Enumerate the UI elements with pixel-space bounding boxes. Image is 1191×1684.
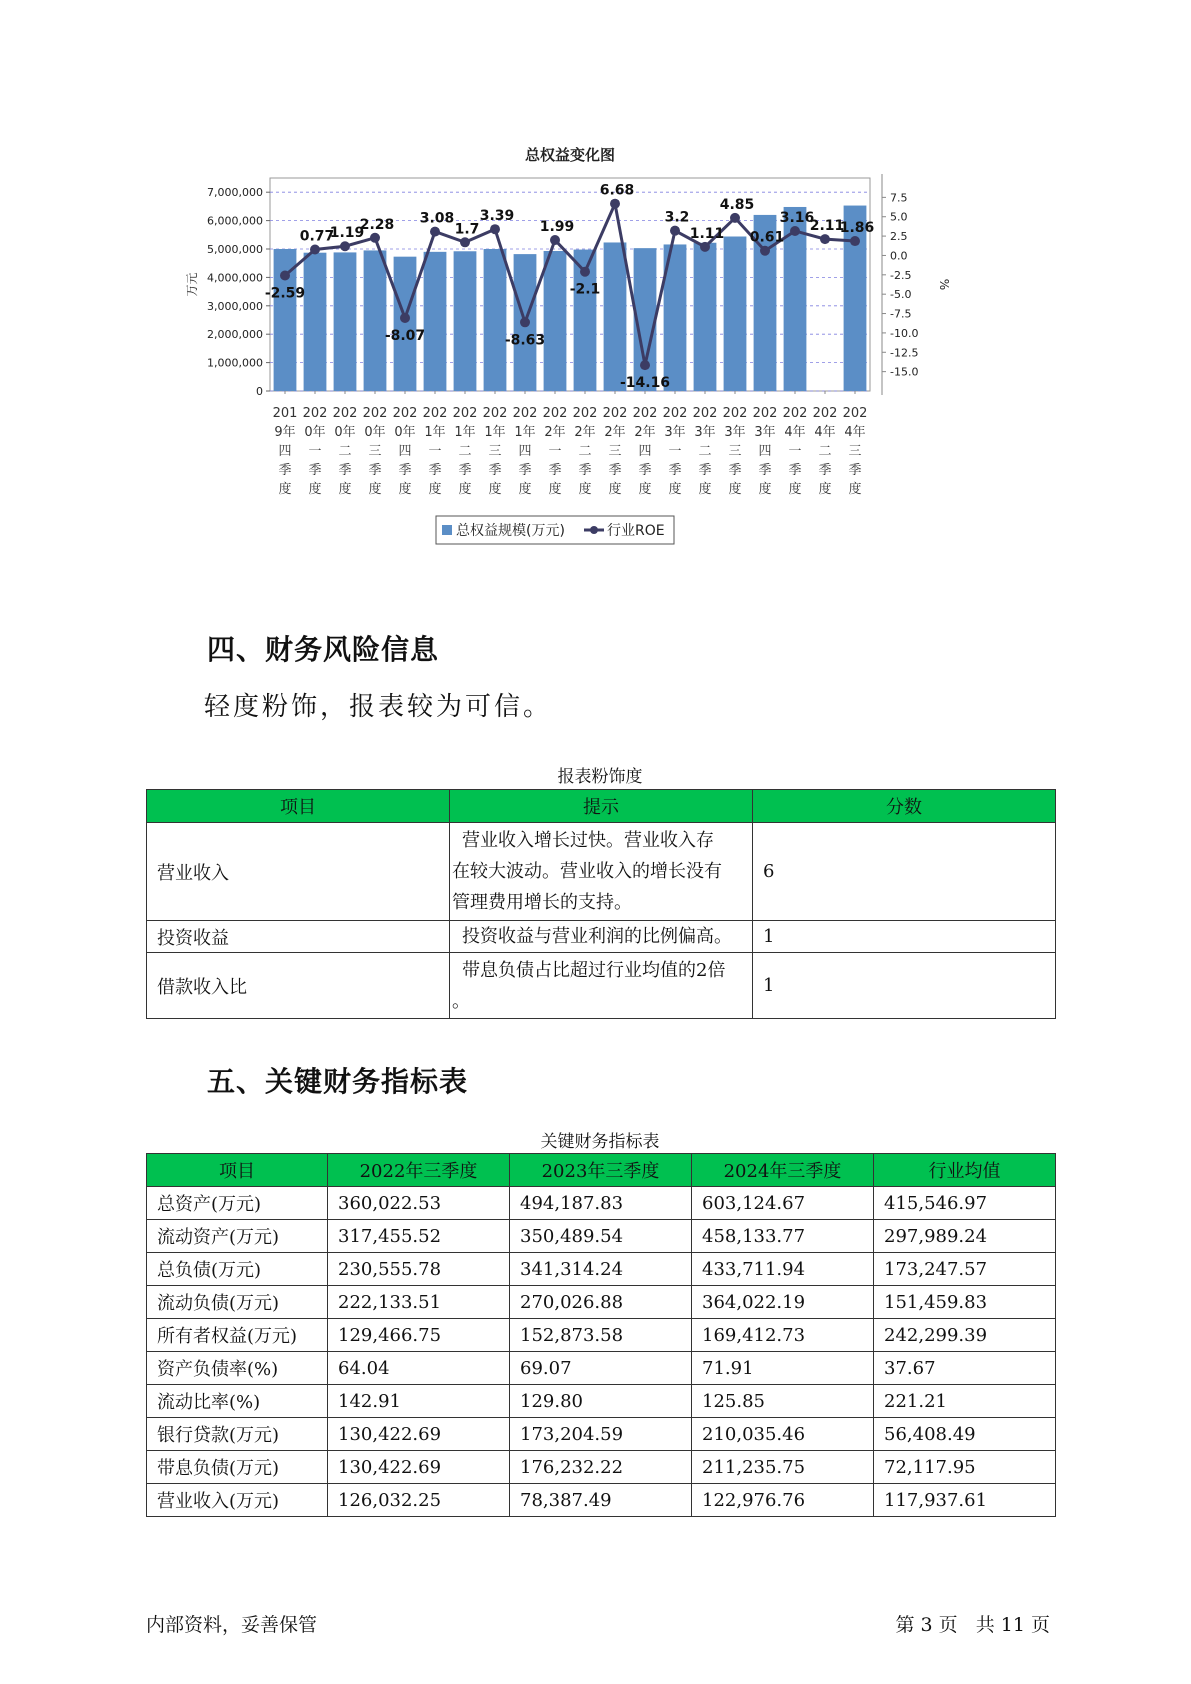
x-tick-label: 三 (368, 444, 382, 459)
right-tick-label: -7.5 (890, 307, 912, 321)
indicator-value: 129,466.75 (328, 1319, 510, 1352)
x-tick-label: 度 (458, 482, 472, 497)
table1-header-item: 项目 (147, 790, 450, 823)
roe-data-label: 3.08 (419, 210, 455, 227)
legend-bar-label: 总权益规模(万元) (456, 523, 565, 539)
table1-item: 借款收入比 (147, 953, 450, 1019)
indicator-name: 总负债(万元) (147, 1253, 328, 1286)
indicator-value: 151,459.83 (874, 1286, 1056, 1319)
x-tick-label: 2年 (634, 425, 656, 440)
indicator-value: 117,937.61 (874, 1484, 1056, 1517)
table-row (147, 953, 1056, 1019)
x-tick-label: 3年 (724, 425, 746, 440)
x-tick-label: 0年 (364, 425, 386, 440)
x-tick-label: 三 (608, 444, 622, 459)
roe-data-label: 1.7 (454, 221, 480, 238)
left-tick-label: 3,000,000 (207, 299, 263, 313)
indicator-value: 169,412.73 (692, 1319, 874, 1352)
roe-point (430, 227, 440, 237)
x-tick-label: 季 (458, 463, 472, 478)
indicator-value: 433,711.94 (692, 1253, 874, 1286)
indicator-value: 360,022.53 (328, 1187, 510, 1220)
roe-data-label: 1.19 (329, 225, 365, 242)
x-tick-label: 201 (272, 406, 298, 421)
x-tick-label: 2年 (574, 425, 596, 440)
hint-line: 在较大波动。营业收入的增长没有 (452, 861, 722, 882)
x-tick-label: 季 (428, 463, 442, 478)
bar (544, 251, 567, 391)
x-tick-label: 1年 (514, 425, 536, 440)
x-tick-label: 4年 (844, 425, 866, 440)
indicator-value: 129.80 (510, 1385, 692, 1418)
indicator-value: 142.91 (328, 1385, 510, 1418)
roe-point (580, 267, 590, 277)
indicator-value: 364,022.19 (692, 1286, 874, 1319)
x-tick-label: 0年 (334, 425, 356, 440)
x-tick-label: 4年 (784, 425, 806, 440)
x-tick-label: 202 (602, 406, 628, 421)
x-tick-label: 0年 (304, 425, 326, 440)
x-tick-label: 三 (848, 444, 862, 459)
indicator-value: 221.21 (874, 1385, 1056, 1418)
indicator-name: 带息负债(万元) (147, 1451, 328, 1484)
right-tick-label: 7.5 (890, 191, 908, 205)
roe-data-label: 3.16 (779, 209, 815, 226)
roe-point (760, 246, 770, 256)
indicator-name: 流动比率(%) (147, 1385, 328, 1418)
indicator-value: 122,976.76 (692, 1484, 874, 1517)
legend-line-marker (590, 526, 598, 534)
table-row (147, 1418, 1056, 1451)
chart-title: 总权益变化图 (524, 146, 616, 164)
x-tick-label: 202 (302, 406, 328, 421)
x-tick-label: 202 (722, 406, 748, 421)
x-tick-label: 三 (488, 444, 502, 459)
table-row (147, 1484, 1056, 1517)
roe-data-label: -14.16 (619, 375, 671, 392)
roe-point (280, 271, 290, 281)
bar (424, 252, 447, 391)
x-tick-label: 202 (662, 406, 688, 421)
indicator-name: 银行贷款(万元) (147, 1418, 328, 1451)
roe-point (790, 226, 800, 236)
indicator-name: 流动资产(万元) (147, 1220, 328, 1253)
x-tick-label: 四 (758, 444, 772, 459)
hint-line: 营业收入增长过快。营业收入存 (462, 830, 714, 851)
table2-header: 项目 (147, 1154, 328, 1187)
x-tick-label: 一 (788, 444, 802, 459)
x-tick-label: 季 (518, 463, 532, 478)
x-tick-label: 度 (728, 482, 742, 497)
left-tick-label: 6,000,000 (207, 214, 263, 228)
x-tick-label: 季 (698, 463, 712, 478)
roe-data-label: -2.59 (264, 285, 306, 302)
right-tick-label: 5.0 (890, 210, 908, 224)
indicator-value: 173,247.57 (874, 1253, 1056, 1286)
x-tick-label: 四 (278, 444, 292, 459)
indicator-value: 211,235.75 (692, 1451, 874, 1484)
left-axis-title: 万元 (185, 272, 199, 297)
x-tick-label: 一 (668, 444, 682, 459)
roe-point (490, 224, 500, 234)
x-tick-label: 季 (488, 463, 502, 478)
x-tick-label: 202 (572, 406, 598, 421)
hint-line: 管理费用增长的支持。 (452, 892, 632, 913)
x-tick-label: 202 (842, 406, 868, 421)
hint-line: 投资收益与营业利润的比例偏高。 (462, 926, 732, 947)
roe-point (520, 317, 530, 327)
x-tick-label: 202 (812, 406, 838, 421)
roe-point (340, 241, 350, 251)
hint-line: 带息负债占比超过行业均值的2倍 (462, 959, 726, 981)
x-tick-label: 季 (278, 463, 292, 478)
indicator-name: 营业收入(万元) (147, 1484, 328, 1517)
x-tick-label: 202 (542, 406, 568, 421)
indicator-value: 130,422.69 (328, 1418, 510, 1451)
x-tick-label: 1年 (454, 425, 476, 440)
roe-data-label: 1.11 (689, 225, 725, 242)
legend-line-label: 行业ROE (607, 523, 665, 539)
indicator-name: 流动负债(万元) (147, 1286, 328, 1319)
x-tick-label: 1年 (484, 425, 506, 440)
x-tick-label: 2年 (544, 425, 566, 440)
x-tick-label: 二 (338, 444, 352, 459)
x-tick-label: 度 (398, 482, 412, 497)
table-row (147, 1253, 1056, 1286)
roe-data-label: 0.77 (299, 228, 335, 245)
x-tick-label: 二 (578, 444, 592, 459)
section4-heading: 四、财务风险信息 (207, 633, 440, 666)
bar (334, 252, 357, 391)
indicator-value: 230,555.78 (328, 1253, 510, 1286)
equity-chart (180, 140, 1020, 600)
right-tick-label: -10.0 (890, 326, 919, 340)
indicator-value: 173,204.59 (510, 1418, 692, 1451)
x-tick-label: 季 (608, 463, 622, 478)
table-row (147, 1352, 1056, 1385)
x-tick-label: 9年 (274, 425, 296, 440)
table1-header-score: 分数 (753, 790, 1056, 823)
indicator-value: 458,133.77 (692, 1220, 874, 1253)
x-tick-label: 度 (338, 482, 352, 497)
x-tick-label: 季 (398, 463, 412, 478)
indicator-value: 210,035.46 (692, 1418, 874, 1451)
x-tick-label: 季 (368, 463, 382, 478)
page-number: 第 3 页 共 11 页 (895, 1614, 1050, 1636)
x-tick-label: 2年 (604, 425, 626, 440)
left-tick-label: 7,000,000 (207, 186, 263, 200)
roe-point (820, 234, 830, 244)
left-tick-label: 0 (256, 385, 263, 398)
roe-data-label: 3.2 (664, 209, 690, 226)
table-row (147, 1286, 1056, 1319)
x-tick-label: 202 (422, 406, 448, 421)
roe-point (610, 199, 620, 209)
indicator-value: 176,232.22 (510, 1451, 692, 1484)
roe-data-label: 0.61 (749, 229, 785, 246)
x-tick-label: 度 (608, 482, 622, 497)
right-tick-label: 0.0 (890, 249, 908, 263)
table1-hint (450, 921, 753, 953)
roe-data-label: -2.1 (569, 281, 601, 298)
x-tick-label: 度 (578, 482, 592, 497)
x-tick-label: 一 (308, 444, 322, 459)
table-row (147, 1319, 1056, 1352)
whitewash-table (146, 789, 1056, 1019)
roe-point (400, 313, 410, 323)
x-tick-label: 度 (818, 482, 832, 497)
x-tick-label: 一 (428, 444, 442, 459)
bar (604, 242, 627, 391)
indicator-value: 130,422.69 (328, 1451, 510, 1484)
x-tick-label: 季 (848, 463, 862, 478)
x-tick-label: 四 (518, 444, 532, 459)
indicator-name: 总资产(万元) (147, 1187, 328, 1220)
x-tick-label: 季 (668, 463, 682, 478)
equity-chart-svg (180, 140, 1020, 600)
table1-caption: 报表粉饰度 (557, 767, 643, 787)
bar (484, 249, 507, 391)
x-tick-label: 度 (278, 482, 292, 497)
indicator-name: 所有者权益(万元) (147, 1319, 328, 1352)
right-axis-title: % (937, 278, 951, 291)
roe-point (640, 360, 650, 370)
right-tick-label: -2.5 (890, 268, 912, 282)
indicator-value: 125.85 (692, 1385, 874, 1418)
roe-data-label: 2.11 (809, 218, 845, 235)
bar (394, 257, 417, 391)
table1-score: 1 (753, 953, 1056, 1019)
x-tick-label: 度 (788, 482, 802, 497)
roe-point (700, 242, 710, 252)
indicator-value: 242,299.39 (874, 1319, 1056, 1352)
right-tick-label: -5.0 (890, 288, 912, 302)
table2-header: 行业均值 (874, 1154, 1056, 1187)
right-tick-label: 2.5 (890, 230, 908, 244)
x-tick-label: 度 (698, 482, 712, 497)
x-tick-label: 度 (548, 482, 562, 497)
table1-item: 投资收益 (147, 921, 450, 953)
indicator-value: 56,408.49 (874, 1418, 1056, 1451)
roe-point (310, 244, 320, 254)
indicator-value: 270,026.88 (510, 1286, 692, 1319)
x-tick-label: 四 (398, 444, 412, 459)
x-tick-label: 一 (548, 444, 562, 459)
roe-data-label: 1.99 (539, 219, 575, 236)
left-tick-label: 2,000,000 (207, 328, 263, 342)
x-tick-label: 三 (728, 444, 742, 459)
indicator-value: 126,032.25 (328, 1484, 510, 1517)
x-tick-label: 0年 (394, 425, 416, 440)
x-tick-label: 202 (632, 406, 658, 421)
roe-data-label: 4.85 (719, 196, 755, 213)
table2-header: 2023年三季度 (510, 1154, 692, 1187)
indicator-value: 71.91 (692, 1352, 874, 1385)
table-row (147, 1385, 1056, 1418)
indicator-value: 494,187.83 (510, 1187, 692, 1220)
x-tick-label: 季 (728, 463, 742, 478)
bar (364, 250, 387, 391)
x-tick-label: 度 (518, 482, 532, 497)
x-tick-label: 3年 (694, 425, 716, 440)
indicator-value: 341,314.24 (510, 1253, 692, 1286)
right-tick-label: -15.0 (890, 365, 919, 379)
x-tick-label: 4年 (814, 425, 836, 440)
table2-caption: 关键财务指标表 (540, 1132, 660, 1152)
x-tick-label: 四 (638, 444, 652, 459)
legend-bar-swatch (442, 525, 452, 535)
indicator-value: 415,546.97 (874, 1187, 1056, 1220)
table1-score: 1 (753, 921, 1056, 953)
x-tick-label: 度 (638, 482, 652, 497)
x-tick-label: 202 (782, 406, 808, 421)
x-tick-label: 202 (392, 406, 418, 421)
x-tick-label: 度 (758, 482, 772, 497)
right-tick-label: -12.5 (890, 346, 919, 360)
table1-hint (450, 953, 753, 1019)
x-tick-label: 季 (308, 463, 322, 478)
roe-data-label: -8.63 (504, 332, 546, 349)
x-tick-label: 二 (818, 444, 832, 459)
section5-heading: 五、关键财务指标表 (207, 1065, 469, 1098)
x-tick-label: 202 (512, 406, 538, 421)
table-row (147, 823, 1056, 921)
x-tick-label: 二 (458, 444, 472, 459)
x-tick-label: 度 (368, 482, 382, 497)
indicator-value: 297,989.24 (874, 1220, 1056, 1253)
roe-point (370, 233, 380, 243)
x-tick-label: 1年 (424, 425, 446, 440)
roe-point (550, 235, 560, 245)
indicator-value: 64.04 (328, 1352, 510, 1385)
x-tick-label: 季 (758, 463, 772, 478)
table1-hint (450, 823, 753, 921)
x-tick-label: 度 (428, 482, 442, 497)
table-row (147, 1451, 1056, 1484)
left-tick-label: 1,000,000 (207, 356, 263, 370)
table1-item: 营业收入 (147, 823, 450, 921)
roe-data-label: 1.86 (839, 220, 875, 237)
table2-header: 2024年三季度 (692, 1154, 874, 1187)
x-tick-label: 季 (638, 463, 652, 478)
roe-point (850, 236, 860, 246)
roe-data-label: 2.28 (359, 216, 395, 233)
indicator-value: 37.67 (874, 1352, 1056, 1385)
x-tick-label: 季 (548, 463, 562, 478)
x-tick-label: 202 (332, 406, 358, 421)
x-tick-label: 202 (482, 406, 508, 421)
indicator-value: 69.07 (510, 1352, 692, 1385)
bar (724, 237, 747, 391)
left-tick-label: 5,000,000 (207, 243, 263, 256)
x-tick-label: 度 (308, 482, 322, 497)
x-tick-label: 202 (692, 406, 718, 421)
roe-point (730, 213, 740, 223)
table1-header-hint: 提示 (450, 790, 753, 823)
table1-score: 6 (753, 823, 1056, 921)
x-tick-label: 度 (488, 482, 502, 497)
x-tick-label: 度 (848, 482, 862, 497)
x-tick-label: 季 (818, 463, 832, 478)
indicator-name: 资产负债率(%) (147, 1352, 328, 1385)
roe-point (460, 237, 470, 247)
roe-point (670, 226, 680, 236)
footer-confidential: 内部资料，妥善保管 (146, 1614, 318, 1636)
left-tick-label: 4,000,000 (207, 271, 263, 285)
table-row (147, 1220, 1056, 1253)
roe-data-label: 6.68 (599, 182, 635, 199)
x-tick-label: 季 (578, 463, 592, 478)
roe-data-label: 3.39 (479, 208, 515, 225)
indicator-value: 317,455.52 (328, 1220, 510, 1253)
x-tick-label: 二 (698, 444, 712, 459)
bar (304, 253, 327, 391)
indicator-value: 222,133.51 (328, 1286, 510, 1319)
indicator-value: 78,387.49 (510, 1484, 692, 1517)
x-tick-label: 202 (752, 406, 778, 421)
roe-data-label: -8.07 (384, 327, 426, 344)
x-tick-label: 季 (788, 463, 802, 478)
table-row (147, 921, 1056, 953)
risk-summary: 轻度粉饰，报表较为可信。 (204, 692, 553, 722)
x-tick-label: 3年 (664, 425, 686, 440)
table-row (147, 1187, 1056, 1220)
key-indicators-table (146, 1153, 1056, 1517)
bar (694, 243, 717, 391)
indicator-value: 350,489.54 (510, 1220, 692, 1253)
indicator-value: 152,873.58 (510, 1319, 692, 1352)
x-tick-label: 3年 (754, 425, 776, 440)
table2-header: 2022年三季度 (328, 1154, 510, 1187)
indicator-value: 603,124.67 (692, 1187, 874, 1220)
bar (454, 251, 477, 391)
indicator-value: 72,117.95 (874, 1451, 1056, 1484)
x-tick-label: 202 (452, 406, 478, 421)
x-tick-label: 度 (668, 482, 682, 497)
hint-line: 。 (452, 990, 470, 1012)
x-tick-label: 202 (362, 406, 388, 421)
x-tick-label: 季 (338, 463, 352, 478)
